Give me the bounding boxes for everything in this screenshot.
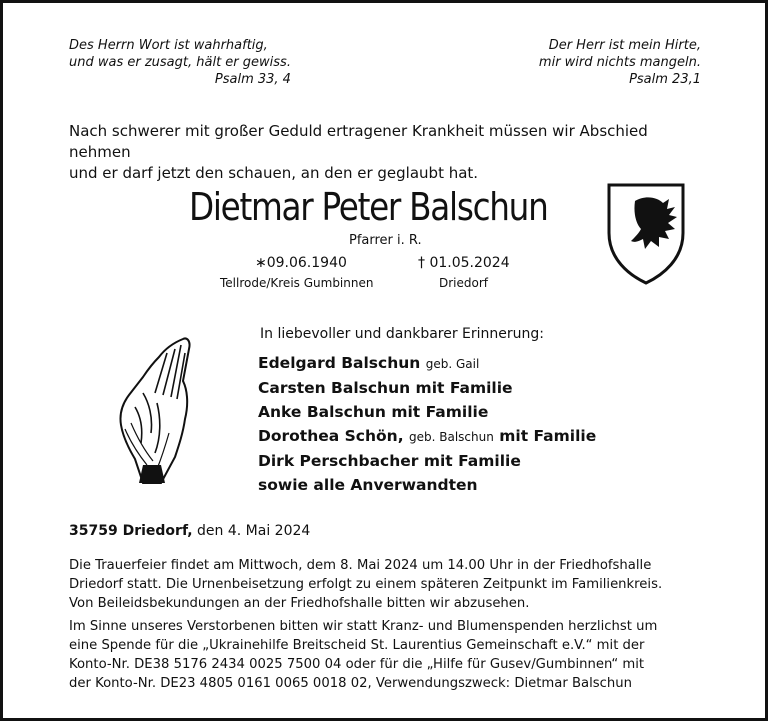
date-text: den 4. Mai 2024 (197, 523, 311, 539)
funeral-paragraph (69, 556, 705, 613)
mourner-name: Dirk Perschbacher mit Familie (258, 452, 521, 470)
funeral-line2: Driedorf statt. Die Urnenbeisetzung erfolgt zu einem späteren Zeitpunkt im Familienkreis. (69, 577, 663, 592)
mourner-item (258, 351, 596, 376)
mourner-name: sowie alle Anverwandten (258, 476, 478, 494)
intro-line2: und er darf jetzt den schauen, an den er geglaubt hat. (69, 164, 479, 182)
deceased-name: Dietmar Peter Balschun (189, 185, 548, 229)
donation-line4: der Konto-Nr. DE23 4805 0161 0065 0018 02, Verwendungszweck: Dietmar Balschun (69, 676, 632, 691)
place-date (69, 523, 310, 539)
mourner-sub: geb. Balschun (408, 430, 494, 444)
donation-line1: Im Sinne unseres Verstorbenen bitten wir statt Kranz- und Blumenspenden herzlichst um (69, 619, 658, 634)
mourner-sub: geb. Gail (425, 357, 480, 371)
death-date: † 01.05.2024 (418, 255, 510, 271)
mourner-item (258, 449, 596, 473)
mourner-item (258, 424, 596, 449)
verse-left-reference: Psalm 33, 4 (214, 72, 291, 87)
intro-text (69, 121, 709, 184)
donation-line2: eine Spende für die „Ukrainehilfe Breitscheid St. Laurentius Gemeinschaft e.V.“ mit der (69, 638, 645, 653)
mourner-name: Edelgard Balschun (258, 354, 421, 372)
verse-right (539, 37, 701, 88)
mourners-list (258, 351, 596, 497)
coat-of-arms-icon (605, 181, 687, 287)
memory-heading: In liebevoller und dankbarer Erinnerung: (260, 326, 545, 342)
verse-right-reference: Psalm 23,1 (629, 72, 701, 87)
mourner-name: Dorothea Schön, (258, 427, 404, 445)
verse-right-line2: mir wird nichts mangeln. (538, 55, 701, 70)
mourner-item (258, 473, 596, 497)
mourner-name: Carsten Balschun mit Familie (258, 379, 513, 397)
funeral-line1: Die Trauerfeier findet am Mittwoch, dem 8. Mai 2024 um 14.00 Uhr in der Friedhofshalle (69, 558, 652, 573)
mourner-suffix: mit Familie (499, 427, 597, 445)
deceased-title: Pfarrer i. R. (349, 233, 422, 248)
verse-left-line2: und was er zusagt, hält er gewiss. (69, 55, 291, 70)
funeral-line3: Von Beileidsbekundungen an der Friedhofshalle bitten wir abzusehen. (69, 596, 530, 611)
verse-right-line1: Der Herr ist mein Hirte, (548, 38, 701, 53)
praying-hands-icon (113, 333, 201, 485)
mourner-item (258, 400, 596, 424)
death-place: Driedorf (439, 276, 489, 290)
verse-left-line1: Des Herrn Wort ist wahrhaftig, (69, 38, 268, 53)
donation-paragraph (69, 617, 705, 693)
place-name: 35759 Driedorf, (69, 523, 193, 539)
mourner-item (258, 376, 596, 400)
mourner-name: Anke Balschun mit Familie (258, 403, 489, 421)
verse-left (69, 37, 291, 88)
birth-place: Tellrode/Kreis Gumbinnen (220, 276, 374, 290)
birth-date: ∗09.06.1940 (255, 255, 347, 271)
donation-line3: Konto-Nr. DE38 5176 2434 0025 7500 04 oder für die „Hilfe für Gusev/Gumbinnen“ mit (69, 657, 645, 672)
intro-line1: Nach schwerer mit großer Geduld ertragener Krankheit müssen wir Abschied nehmen (69, 122, 648, 161)
